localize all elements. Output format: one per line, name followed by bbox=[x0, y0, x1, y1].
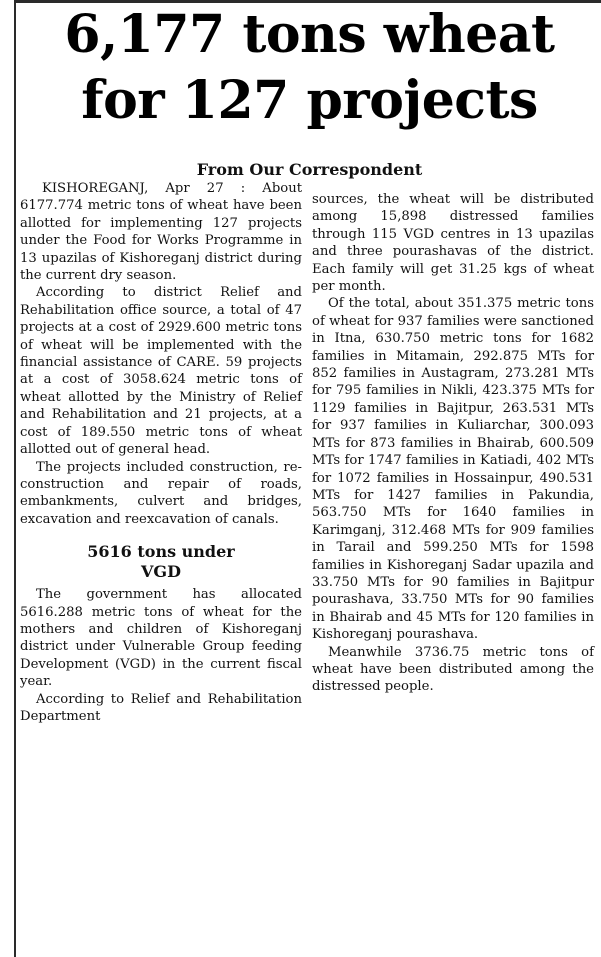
paragraph-dateline: KISHOREGANJ, Apr 27 : About 6177.774 metric tons of wheat have been allotted for implementing 127 projects under the Food for Works Programme in 13 upazilas of Kishoreganj district during the current dry season. bbox=[20, 181, 302, 284]
paragraph: According to district Relief and Rehabilitation office source, a total of 47 projects at a cost of 2929.600 metric tons of wheat will be implemented with the financial assistance of CARE. 59 projects at a cost of 3058.624 metric tons of wheat allotted by the Ministry of Relief and Rehabilitation and 21 projects, at a cost of 189.550 metric tons of wheat allotted out of general head. bbox=[20, 285, 302, 458]
left-column bbox=[20, 180, 302, 725]
paragraph: According to Relief and Rehabilitation Department bbox=[20, 691, 302, 724]
subheading-line-2: VGD bbox=[141, 562, 181, 582]
paragraph: The government has allocated 5616.288 metric tons of wheat for the mothers and children of Kishoreganj district under Vulnerable Group feeding Development (VGD) in the current fiscal year. bbox=[20, 587, 302, 690]
headline-line-1: 6,177 tons wheat bbox=[64, 4, 555, 65]
headline-line-2: for 127 projects bbox=[81, 70, 538, 131]
byline: From Our Correspondent bbox=[196, 160, 423, 179]
subheading bbox=[20, 542, 302, 582]
subheading-line-1: 5616 tons under bbox=[87, 542, 235, 562]
paragraph: The projects included construction, re-construction and repair of roads, embankments, culvert and bridges, excavation and reexcavation of canals. bbox=[20, 459, 302, 527]
paragraph: Of the total, about 351.375 metric tons of wheat for 937 families were sanctioned in Itna, 630.750 metric tons for 1682 families in Mitamain, 292.875 MTs for 852 families in Austagram, 273.281 MTs for 795 families in Nikli, 423.375 MTs for 1129 families in Bajitpur, 263.531 MTs for 937 families in Kuliarchar, 300.093 MTs for 873 families in Bhairab, 600.509 MTs for 1747 families in Katiadi, 402 MTs for 1072 families in Hossainpur, 490.531 MTs for 1427 families in Pakundia, 563.750 MTs for 1640 families in Karimganj, 312.468 MTs for 909 families in Tarail and 599.250 MTs for 1598 families in Kishoreganj Sadar upazila and 33.750 MTs for 90 families in Bajitpur pourashava, 33.750 MTs for 90 families in Bhairab and 45 MTs for 120 families in Kishoreganj pourashava. bbox=[312, 296, 594, 643]
top-rule bbox=[14, 0, 601, 3]
paragraph-continued: sources, the wheat will be distributed among 15,898 distressed families through 115 VGD centres in 13 upazilas and three pourashavas of the district. Each family will get 31.25 kgs of wheat per month. bbox=[312, 192, 594, 295]
right-column bbox=[312, 191, 594, 696]
column-rule bbox=[14, 0, 16, 957]
paragraph: Meanwhile 3736.75 metric tons of wheat have been distributed among the distressed people. bbox=[312, 644, 594, 695]
